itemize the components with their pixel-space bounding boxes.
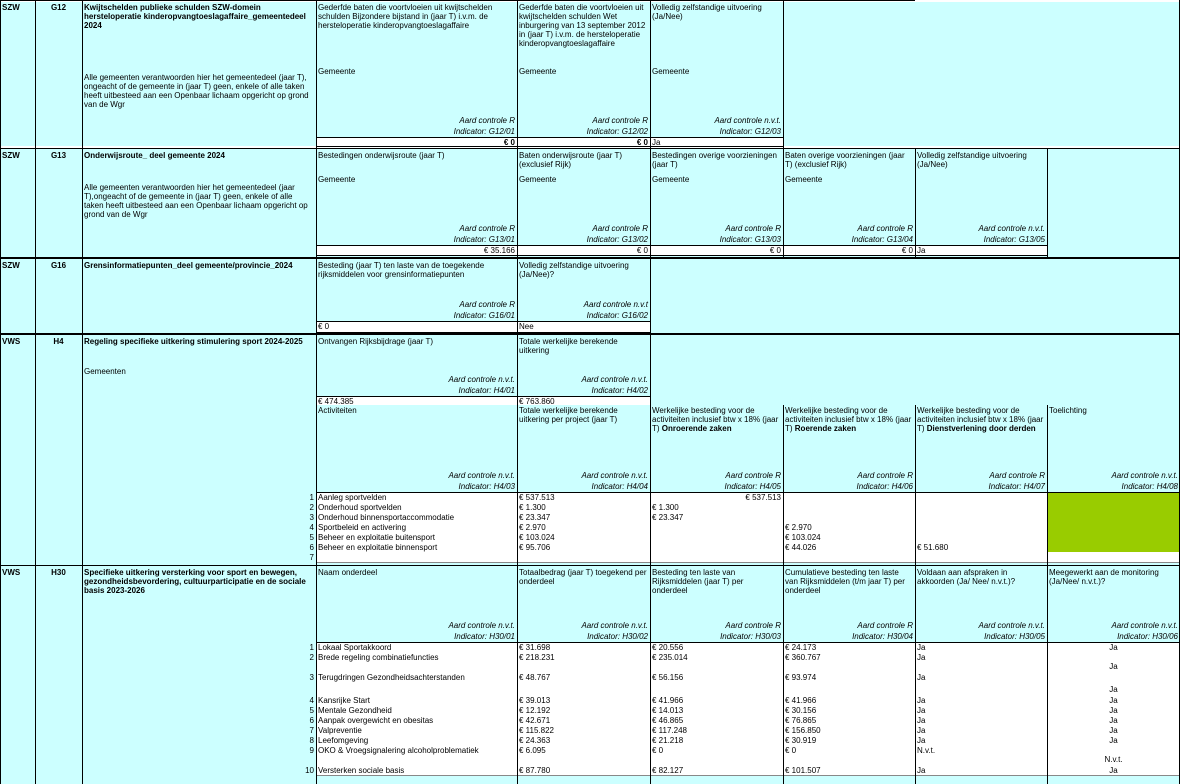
value-onroerend[interactable] [650, 552, 783, 562]
ministry-code: SZW [2, 3, 20, 12]
row-total[interactable]: € 1.300 [517, 502, 650, 512]
section-title: Regeling specifieke uitkering stimulering sport 2024-2025 [84, 337, 303, 346]
column-header: Totale werkelijke berekende uitkering per project (jaar T) [519, 406, 618, 424]
column-header: Totale werkelijke berekende uitkering [519, 337, 618, 355]
activity-name[interactable]: Sportbeleid en activering [316, 522, 517, 532]
indicator-code: Indicator: H4/04 [591, 482, 648, 491]
column-header: Totaalbedrag (jaar T) toegekend per onderdeel [519, 568, 647, 586]
column-header: Besteding ten laste van Rijksmiddelen (jaar T) per onderdeel [652, 568, 744, 595]
grid-line [1047, 566, 1048, 784]
column-subheader: Gemeente [318, 175, 356, 184]
indicator-code: Indicator: G16/02 [586, 311, 648, 320]
value-akkoorden[interactable]: Ja [915, 735, 1047, 745]
section-title: Specifieke uitkering versterking voor sport en bewegen, gezondheidsbevordering, cultuurparticipatie en de sociale basis 2023-2026 [84, 568, 306, 595]
toelichting-input[interactable] [1047, 552, 1180, 562]
value-besteding[interactable]: € 41.966 [650, 695, 783, 705]
row-number: 7 [309, 553, 314, 562]
section-empty [916, 2, 1180, 146]
indicator-code: Indicator: H30/02 [587, 632, 648, 641]
grid-line [82, 566, 83, 784]
value-cumulatief[interactable]: € 156.850 [783, 725, 915, 735]
value-input[interactable]: Ja [650, 137, 783, 146]
value-input[interactable]: € 0 [517, 137, 650, 146]
value-input[interactable]: Ja [915, 245, 1047, 255]
column-header: Ontvangen Rijksbijdrage (jaar T) [318, 337, 434, 346]
row-total[interactable]: € 95.706 [517, 542, 650, 552]
column-subheader: Gemeente [652, 67, 690, 76]
value-besteding[interactable]: € 20.556 [650, 642, 783, 652]
indicator-code: Indicator: G13/03 [719, 235, 781, 244]
indicator-code: Indicator: H4/05 [724, 482, 781, 491]
column-header: Activiteiten [318, 406, 357, 415]
value-toegekend[interactable]: € 87.780 [517, 765, 650, 775]
value-toegekend[interactable]: € 24.363 [517, 735, 650, 745]
onderdeel-name[interactable]: Brede regeling combinatiefuncties [316, 652, 517, 672]
column-header: Gederfde baten die voortvloeien uit kwijtschelden schulden Wet inburgering van 13 september 2012 in (jaar T) i.v.m. de hersteloperatie kinderopvangtoeslagaffaire [519, 3, 646, 48]
control-type: Aard controle R [592, 116, 648, 125]
grid-line [35, 335, 36, 565]
activity-name[interactable] [316, 552, 517, 562]
section-empty [650, 335, 1180, 405]
control-type: Aard controle R [459, 224, 515, 233]
activity-name[interactable]: Beheer en exploitatie binnensport [316, 542, 517, 552]
section-description: Alle gemeenten verantwoorden hier het gemeentedeel (jaar T), ongeacht of de gemeente in (jaar T) geen, enkele of alle taken heeft uitbesteed aan een Openbaar lichaam opgericht op grond van de Wgr [84, 73, 309, 109]
value-dienstverlening[interactable]: € 51.680 [915, 542, 1047, 552]
grid-line [915, 566, 916, 784]
value-besteding[interactable]: € 14.013 [650, 705, 783, 715]
value-dienstverlening[interactable] [915, 502, 1047, 512]
activity-name[interactable]: Onderhoud binnensportaccommodatie [316, 512, 517, 522]
column-header-bold: Roerende zaken [794, 424, 857, 433]
grid-line [1047, 405, 1048, 565]
value-besteding[interactable]: € 21.218 [650, 735, 783, 745]
row-number: 9 [309, 746, 314, 755]
control-type: Aard controle n.v.t. [448, 375, 515, 384]
grid-line [316, 492, 1180, 493]
column-header: Volledig zelfstandige uitvoering (Ja/Nee) [652, 3, 762, 21]
value-toegekend[interactable]: € 218.231 [517, 652, 650, 672]
value-monitoring[interactable]: Ja [1047, 672, 1180, 695]
indicator-code: Indicator: G13/04 [851, 235, 913, 244]
column-header: Baten onderwijsroute (jaar T) (exclusief Rijk) [519, 151, 623, 169]
value-onroerend[interactable]: € 23.347 [650, 512, 783, 522]
section-description: Alle gemeenten verantwoorden hier het gemeentedeel (jaar T),ongeacht of de gemeente in (jaar T) geen, enkele of alle taken heeft uitbesteed aan een Openbaar lichaam opgericht op grond van de Wgr [84, 183, 308, 219]
column-header-bold: Dienstverlening door derden [926, 424, 1036, 433]
column-header: Toelichting [1049, 406, 1087, 415]
grid-line [517, 335, 518, 565]
row-number: 10 [305, 766, 314, 775]
value-input[interactable]: € 763.860 [517, 396, 650, 405]
onderdeel-name[interactable]: Kansrijke Start [316, 695, 517, 705]
grid-line [650, 0, 651, 148]
onderdeel-name[interactable]: Versterken sociale basis [316, 765, 517, 775]
value-cumulatief[interactable]: € 24.173 [783, 642, 915, 652]
value-akkoorden[interactable]: Ja [915, 725, 1047, 735]
value-dienstverlening[interactable] [915, 522, 1047, 532]
grid-line [517, 0, 518, 148]
section-code: G13 [50, 151, 67, 160]
column-subheader: Gemeente [519, 67, 557, 76]
value-input[interactable]: Nee [517, 321, 650, 332]
grid-line [316, 0, 317, 148]
indicator-code: Indicator: G16/01 [453, 311, 515, 320]
grid-line [316, 245, 1047, 246]
value-monitoring[interactable]: Ja [1047, 642, 1180, 652]
value-akkoorden[interactable]: N.v.t. [915, 745, 1047, 765]
row-total[interactable]: € 23.347 [517, 512, 650, 522]
control-type: Aard controle n.v.t. [978, 621, 1045, 630]
ministry-code: SZW [2, 151, 20, 160]
control-type: Aard controle n.v.t. [581, 471, 648, 480]
value-monitoring[interactable]: Ja [1047, 705, 1180, 715]
value-roerend[interactable]: € 44.026 [783, 542, 915, 552]
value-toegekend[interactable]: € 42.671 [517, 715, 650, 725]
row-number: 8 [309, 736, 314, 745]
grid-line [783, 405, 784, 565]
ministry-code: SZW [2, 261, 20, 270]
value-toegekend[interactable]: € 48.767 [517, 672, 650, 695]
toelichting-input[interactable] [1047, 502, 1180, 512]
value-monitoring[interactable]: Ja [1047, 735, 1180, 745]
value-akkoorden[interactable]: Ja [915, 765, 1047, 775]
control-type: Aard controle n.v.t. [1111, 621, 1178, 630]
grid-line [0, 335, 1, 565]
value-akkoorden[interactable]: Ja [915, 652, 1047, 672]
row-total[interactable]: € 537.513 [517, 492, 650, 502]
grid-line [0, 0, 915, 1]
grid-line [517, 566, 518, 784]
column-header-bold: Onroerende zaken [661, 424, 732, 433]
value-besteding[interactable]: € 56.156 [650, 672, 783, 695]
indicator-code: Indicator: H4/02 [591, 386, 648, 395]
control-type: Aard controle n.v.t [583, 300, 648, 309]
value-cumulatief[interactable]: € 30.156 [783, 705, 915, 715]
value-roerend[interactable] [783, 552, 915, 562]
indicator-code: Indicator: H4/06 [856, 482, 913, 491]
control-type: Aard controle n.v.t. [581, 375, 648, 384]
row-number: 7 [309, 726, 314, 735]
column-subheader: Gemeente [318, 67, 356, 76]
value-roerend[interactable]: € 2.970 [783, 522, 915, 532]
grid-line [783, 149, 784, 257]
value-toegekend[interactable]: € 6.095 [517, 745, 650, 765]
section-code: H30 [51, 568, 66, 577]
indicator-code: Indicator: H4/01 [458, 386, 515, 395]
row-number: 4 [309, 696, 314, 705]
grid-line [915, 149, 916, 257]
grid-line [82, 259, 83, 333]
section-code: G12 [50, 3, 67, 12]
value-onroerend[interactable] [650, 542, 783, 552]
value-input[interactable]: € 0 [517, 245, 650, 255]
value-input[interactable]: € 0 [783, 245, 915, 255]
value-input[interactable]: € 0 [316, 137, 517, 146]
indicator-code: Indicator: H30/04 [852, 632, 913, 641]
value-roerend[interactable] [783, 512, 915, 522]
column-header: Besteding (jaar T) ten laste van de toegekende rijksmiddelen voor grensinformatiepunten [318, 261, 485, 279]
grid-line [316, 137, 783, 138]
grid-line [82, 149, 83, 257]
grid-line [82, 0, 83, 148]
column-header: Naam onderdeel [318, 568, 378, 577]
activity-name[interactable]: Beheer en exploitatie buitensport [316, 532, 517, 542]
value-akkoorden[interactable]: Ja [915, 695, 1047, 705]
value-besteding[interactable]: € 235.014 [650, 652, 783, 672]
value-cumulatief[interactable]: € 30.919 [783, 735, 915, 745]
column-header: Meegewerkt aan de monitoring (Ja/Nee/ n.v.t.)? [1049, 568, 1159, 586]
value-akkoorden[interactable]: Ja [915, 672, 1047, 695]
toelichting-input[interactable] [1047, 532, 1180, 542]
section-title: Onderwijsroute_ deel gemeente 2024 [84, 151, 225, 160]
value-onroerend[interactable]: € 1.300 [650, 502, 783, 512]
row-number: 6 [309, 716, 314, 725]
control-type: Aard controle R [725, 471, 781, 480]
grid-line [316, 396, 650, 397]
column-header-text: Werkelijke besteding voor de activiteiten inclusief btw x 18% (jaar T) [917, 406, 1044, 433]
value-cumulatief[interactable]: € 0 [783, 745, 915, 765]
toelichting-input[interactable] [1047, 542, 1180, 552]
control-type: Aard controle R [857, 621, 913, 630]
value-besteding[interactable]: € 46.865 [650, 715, 783, 725]
row-total[interactable]: € 103.024 [517, 532, 650, 542]
value-input[interactable]: € 0 [316, 321, 517, 332]
column-subheader: Gemeente [785, 175, 823, 184]
toelichting-input[interactable] [1047, 522, 1180, 532]
column-header: Baten overige voorzieningen (jaar T) (exclusief Rijk) [785, 151, 905, 169]
value-toegekend[interactable]: € 12.192 [517, 705, 650, 715]
value-monitoring[interactable]: Ja [1047, 725, 1180, 735]
value-dienstverlening[interactable] [915, 512, 1047, 522]
indicator-code: Indicator: H4/07 [988, 482, 1045, 491]
grid-line [316, 146, 783, 147]
indicator-code: Indicator: G13/02 [586, 235, 648, 244]
grid-line [316, 562, 1180, 563]
grid-line [783, 566, 784, 784]
column-header: Bestedingen overige voorzieningen (jaar T) [652, 151, 777, 169]
ministry-code: VWS [2, 568, 21, 577]
value-onroerend[interactable] [650, 522, 783, 532]
onderdeel-name[interactable]: Terugdringen Gezondheidsachterstanden [316, 672, 517, 695]
activity-name[interactable]: Aanleg sportvelden [316, 492, 517, 502]
control-type: Aard controle R [857, 471, 913, 480]
row-total[interactable]: € 2.970 [517, 522, 650, 532]
section-code: G16 [50, 261, 67, 270]
control-type: Aard controle n.v.t. [448, 471, 515, 480]
grid-line [517, 149, 518, 257]
value-toegekend[interactable]: € 31.698 [517, 642, 650, 652]
value-cumulatief[interactable]: € 360.767 [783, 652, 915, 672]
grid-line [316, 149, 317, 257]
control-type: Aard controle R [989, 471, 1045, 480]
control-type: Aard controle n.v.t. [714, 116, 781, 125]
row-number: 3 [309, 673, 314, 682]
grid-line [35, 0, 36, 148]
onderdeel-name[interactable]: Lokaal Sportakkoord [316, 642, 517, 652]
value-cumulatief[interactable]: € 76.865 [783, 715, 915, 725]
row-number: 5 [309, 706, 314, 715]
column-header: Gederfde baten die voortvloeien uit kwijtschelden schulden Bijzondere bijstand in (jaar T) i.v.m. de hersteloperatie kinderopvangtoeslagaffaire [318, 3, 493, 30]
indicator-code: Indicator: H30/05 [984, 632, 1045, 641]
value-monitoring[interactable]: Ja [1047, 765, 1180, 775]
indicator-code: Indicator: G13/05 [983, 235, 1045, 244]
section-subheader: Gemeenten [84, 367, 126, 376]
toelichting-input[interactable] [1047, 492, 1180, 502]
onderdeel-name[interactable]: Aanpak overgewicht en obesitas [316, 715, 517, 725]
value-roerend[interactable] [783, 502, 915, 512]
value-toegekend[interactable]: € 115.822 [517, 725, 650, 735]
grid-line [316, 566, 317, 784]
value-onroerend[interactable]: € 537.513 [650, 492, 783, 502]
value-cumulatief[interactable]: € 41.966 [783, 695, 915, 705]
column-header [915, 405, 1047, 465]
control-type: Aard controle R [725, 224, 781, 233]
indicator-code: Indicator: H30/06 [1117, 632, 1178, 641]
row-number: 6 [309, 543, 314, 552]
value-akkoorden[interactable]: Ja [915, 642, 1047, 652]
value-besteding[interactable]: € 0 [650, 745, 783, 765]
indicator-code: Indicator: H30/01 [454, 632, 515, 641]
row-number: 1 [309, 493, 314, 502]
section-title: Grensinformatiepunten_deel gemeente/provincie_2024 [84, 261, 293, 270]
value-dienstverlening[interactable] [915, 532, 1047, 542]
grid-line [316, 642, 1180, 643]
value-input[interactable]: € 35.166 [316, 245, 517, 255]
value-cumulatief[interactable]: € 101.507 [783, 765, 915, 775]
grid-line [35, 259, 36, 333]
value-monitoring[interactable]: N.v.t. [1047, 745, 1180, 765]
row-number: 5 [309, 533, 314, 542]
value-roerend[interactable]: € 103.024 [783, 532, 915, 542]
indicator-code: Indicator: G12/02 [586, 127, 648, 136]
column-header: Volledig zelfstandige uitvoering (Ja/Nee) [917, 151, 1027, 169]
value-roerend[interactable] [783, 492, 915, 502]
row-number: 4 [309, 523, 314, 532]
column-header: Cumulatieve besteding ten laste van Rijksmiddelen (t/m jaar T) per onderdeel [785, 568, 905, 595]
grid-line [0, 149, 1, 257]
grid-line [0, 0, 1, 148]
indicator-code: Indicator: H30/03 [720, 632, 781, 641]
control-type: Aard controle n.v.t. [448, 621, 515, 630]
row-number: 3 [309, 513, 314, 522]
grid-line [316, 335, 317, 565]
value-dienstverlening[interactable] [915, 492, 1047, 502]
control-type: Aard controle n.v.t. [978, 224, 1045, 233]
column-header: Voldaan aan afspraken in akkoorden (Ja/ Nee/ n.v.t.)? [917, 568, 1016, 586]
value-input[interactable]: € 0 [650, 245, 783, 255]
row-number: 2 [309, 653, 314, 662]
value-toegekend[interactable]: € 39.013 [517, 695, 650, 705]
grid-line [316, 321, 650, 322]
ministry-code: VWS [2, 337, 21, 346]
grid-line [915, 405, 916, 565]
row-number: 2 [309, 503, 314, 512]
indicator-code: Indicator: H4/08 [1121, 482, 1178, 491]
value-besteding[interactable]: € 117.248 [650, 725, 783, 735]
value-input[interactable]: € 474.385 [316, 396, 517, 405]
onderdeel-name[interactable]: Valpreventie [316, 725, 517, 735]
value-dienstverlening[interactable] [915, 552, 1047, 562]
control-type: Aard controle n.v.t. [1111, 471, 1178, 480]
grid-line [0, 259, 1, 333]
control-type: Aard controle R [459, 300, 515, 309]
column-header: Volledig zelfstandige uitvoering (Ja/Nee)? [519, 261, 629, 279]
section-title: Kwijtschelden publieke schulden SZW-domein hersteloperatie kinderopvangtoeslagaffaire_gemeentedeel 2024 [84, 3, 306, 30]
indicator-code: Indicator: G12/01 [453, 127, 515, 136]
value-monitoring[interactable]: Ja [1047, 652, 1180, 672]
section-code: H4 [53, 337, 64, 346]
activity-name[interactable]: Onderhoud sportvelden [316, 502, 517, 512]
column-header-text: Werkelijke besteding voor de activiteiten inclusief btw x 18% (jaar T) [652, 406, 779, 433]
indicator-code: Indicator: G13/01 [453, 235, 515, 244]
value-monitoring[interactable]: Ja [1047, 715, 1180, 725]
column-subheader: Gemeente [652, 175, 690, 184]
value-monitoring[interactable]: Ja [1047, 695, 1180, 705]
onderdeel-name[interactable]: Leefomgeving [316, 735, 517, 745]
grid-line [517, 259, 518, 333]
value-besteding[interactable]: € 82.127 [650, 765, 783, 775]
indicator-code: Indicator: H4/03 [458, 482, 515, 491]
grid-line [650, 149, 651, 257]
indicator-code: Indicator: G12/03 [719, 127, 781, 136]
grid-line [0, 566, 1, 784]
row-number: 1 [309, 643, 314, 652]
grid-line [650, 335, 651, 565]
grid-line [316, 775, 1180, 776]
control-type: Aard controle R [459, 116, 515, 125]
column-subheader: Gemeente [519, 175, 557, 184]
value-onroerend[interactable] [650, 532, 783, 542]
grid-line [783, 0, 784, 148]
grid-line [82, 335, 83, 565]
column-header: Bestedingen onderwijsroute (jaar T) [318, 151, 445, 160]
column-header [783, 405, 915, 465]
grid-line [35, 149, 36, 257]
grid-line [650, 566, 651, 784]
onderdeel-name[interactable]: OKO & Vroegsignalering alcoholproblematiek [316, 745, 517, 765]
control-type: Aard controle R [592, 224, 648, 233]
control-type: Aard controle n.v.t. [581, 621, 648, 630]
value-akkoorden[interactable]: Ja [915, 705, 1047, 715]
row-total[interactable] [517, 552, 650, 562]
control-type: Aard controle R [857, 224, 913, 233]
grid-line [35, 566, 36, 784]
toelichting-input[interactable] [1047, 512, 1180, 522]
value-akkoorden[interactable]: Ja [915, 715, 1047, 725]
onderdeel-name[interactable]: Mentale Gezondheid [316, 705, 517, 715]
column-header [650, 405, 783, 465]
grid-line [650, 259, 651, 333]
grid-line [1047, 149, 1048, 257]
value-cumulatief[interactable]: € 93.974 [783, 672, 915, 695]
control-type: Aard controle R [725, 621, 781, 630]
grid-line [316, 255, 1047, 256]
grid-line [316, 259, 317, 333]
column-header-text: Werkelijke besteding voor de activiteiten inclusief btw x 18% (jaar T) [785, 406, 912, 433]
